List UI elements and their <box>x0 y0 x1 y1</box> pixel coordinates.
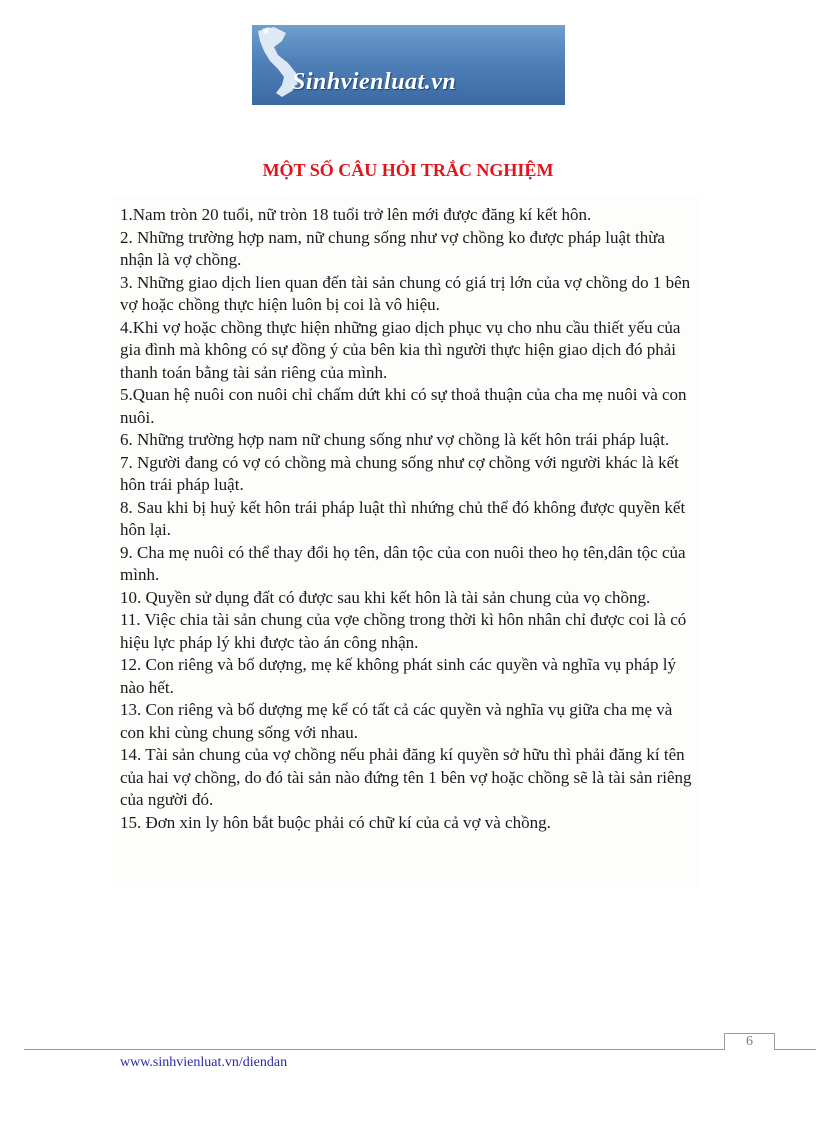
question-item: 12. Con riêng và bố dượng, mẹ kế không phát sinh các quyền và nghĩa vụ pháp lý nào hết. <box>120 655 676 697</box>
question-item: 14. Tài sản chung của vợ chồng nếu phải đăng kí quyền sở hữu thì phải đăng kí tên của hai vợ chồng, do đó tài sản nào đứng tên 1 bên vợ hoặc chồng sẽ là tài sản riêng của người đó. <box>120 745 692 809</box>
question-item: 8. Sau khi bị huỷ kết hôn trái pháp luật thì nhứng chủ thể đó không được quyền kết hôn lại. <box>120 497 686 539</box>
question-list <box>120 204 700 834</box>
logo-text: Sinhvienluat.vn <box>292 69 457 95</box>
question-item: 3. Những giao dịch lien quan đến tài sản chung có giá trị lớn của vợ chồng do 1 bên vợ hoặc chồng thực hiện luôn bị coi là vô hiệu. <box>120 272 691 314</box>
footer-link[interactable]: www.sinhvienluat.vn/diendan <box>120 1055 288 1070</box>
question-item: 11. Việc chia tài sản chung của vợe chồng trong thời kì hôn nhân chỉ được coi là có hiệu lực pháp lý khi được tào án công nhận. <box>120 610 687 652</box>
question-item: 9. Cha mẹ nuôi có thể thay đổi họ tên, dân tộc của con nuôi theo họ tên,dân tộc của mình. <box>120 542 686 584</box>
question-item: 1.Nam tròn 20 tuổi, nữ tròn 18 tuổi trở lên mới được đăng kí kết hôn. <box>120 205 592 224</box>
question-item: 10. Quyền sử dụng đất có được sau khi kết hôn là tài sản chung của vọ chồng. <box>120 587 651 607</box>
question-item: 13. Con riêng và bố dượng mẹ kế có tất cả các quyền và nghĩa vụ giữa cha mẹ và con khi cùng chung sống với nhau. <box>120 700 673 742</box>
page-title: MỘT SỐ CÂU HỎI TRẮC NGHIỆM <box>262 160 554 180</box>
site-logo <box>252 25 565 105</box>
page-number: 6 <box>724 1033 775 1050</box>
footer-divider-right <box>774 1049 816 1050</box>
question-item: 2. Những trường hợp nam, nữ chung sống như vợ chồng ko được pháp luật thừa nhận là vợ chồng. <box>120 227 665 269</box>
footer-divider <box>24 1049 724 1050</box>
question-item: 4.Khi vợ hoặc chồng thực hiện những giao dịch phục vụ cho nhu cầu thiết yếu của gia đình mà không có sự đồng ý của bên kia thì người thực hiện giao dịch đó phải thanh toán bằng tài sản riêng của mình. <box>120 317 681 382</box>
question-item: 5.Quan hệ nuôi con nuôi chỉ chấm dứt khi có sự thoả thuận của cha mẹ nuôi và con nuôi. <box>120 385 687 427</box>
question-item: 15. Đơn xin ly hôn bắt buộc phải có chữ kí của cả vợ và chồng. <box>120 812 551 832</box>
question-item: 7. Người đang có vợ có chồng mà chung sống như cợ chồng với người khác là kết hôn trái pháp luật. <box>120 452 679 494</box>
question-item: 6. Những trường hợp nam nữ chung sống như vợ chồng là kết hôn trái pháp luật. <box>120 430 670 449</box>
